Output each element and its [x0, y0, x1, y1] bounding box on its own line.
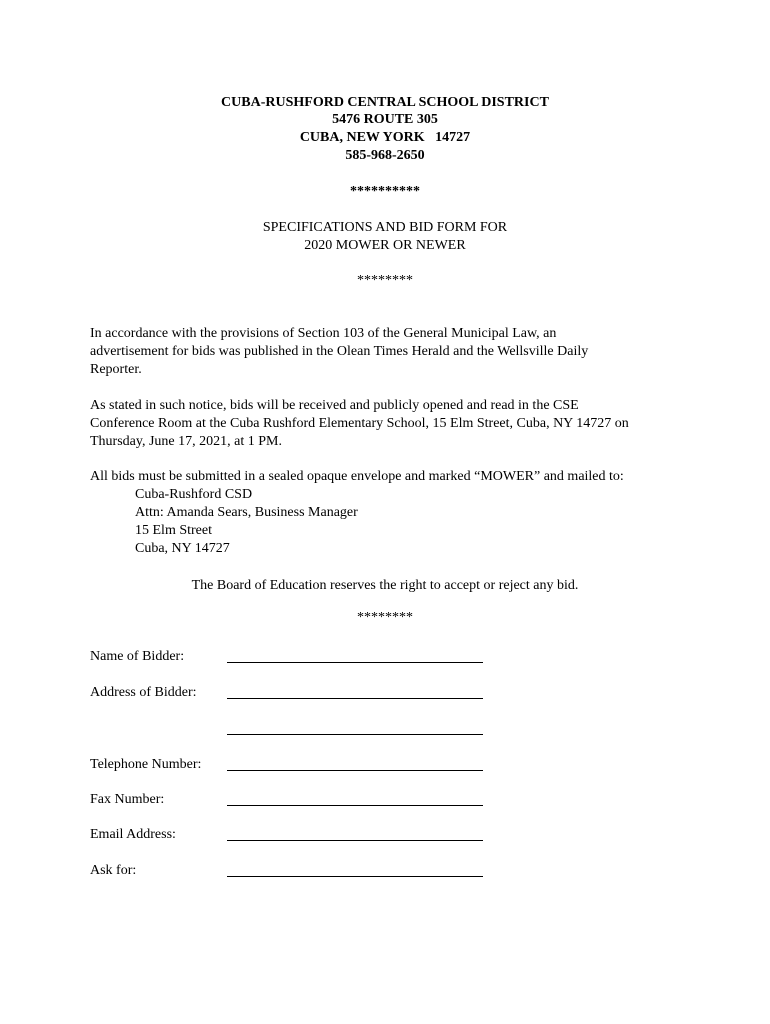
form-row-ask-for: [90, 862, 510, 880]
submission-instructions: [90, 468, 690, 558]
mailing-address-line: Cuba-Rushford CSD: [135, 487, 253, 502]
paragraph-bid-opening: [90, 397, 690, 451]
separator-stars-2: ********: [357, 273, 413, 288]
paragraph-general-municipal-law: [90, 325, 690, 379]
paragraph-line: Reporter.: [90, 362, 142, 377]
form-row-name: [90, 648, 510, 666]
separator-stars-1: **********: [350, 184, 420, 199]
form-row-telephone: [90, 756, 510, 774]
form-row-email: [90, 826, 510, 844]
form-row-address-continued: [90, 720, 510, 738]
paragraph-line: advertisement for bids was published in the Olean Times Herald and the Wellsville Daily: [90, 344, 589, 359]
paragraph-line: Conference Room at the Cuba Rushford Elementary School, 15 Elm Street, Cuba, NY 14727 on: [90, 416, 629, 431]
paragraph-line: Thursday, June 17, 2021, at 1 PM.: [90, 434, 282, 449]
district-street: 5476 ROUTE 305: [332, 112, 438, 127]
paragraph-line: As stated in such notice, bids will be received and publicly opened and read in the CSE: [90, 398, 579, 413]
ask-for-field[interactable]: [227, 876, 483, 877]
submission-intro: All bids must be submitted in a sealed opaque envelope and marked “MOWER” and mailed to:: [90, 469, 624, 484]
mailing-address-line: Attn: Amanda Sears, Business Manager: [135, 505, 358, 520]
email-address-field[interactable]: [227, 840, 483, 841]
document-title-line-1: SPECIFICATIONS AND BID FORM FOR: [262, 220, 508, 235]
address-of-bidder-field-line-1[interactable]: [227, 698, 483, 699]
form-row-address: [90, 684, 510, 702]
address-of-bidder-label: Address of Bidder:: [90, 685, 197, 700]
district-name: CUBA-RUSHFORD CENTRAL SCHOOL DISTRICT: [221, 95, 549, 110]
district-phone: 585-968-2650: [345, 148, 425, 163]
ask-for-label: Ask for:: [90, 863, 137, 878]
board-statement: The Board of Education reserves the right to accept or reject any bid.: [191, 578, 579, 593]
address-of-bidder-field-line-2[interactable]: [227, 734, 483, 735]
telephone-number-label: Telephone Number:: [90, 757, 202, 772]
name-of-bidder-field[interactable]: [227, 662, 483, 663]
mailing-address-line: Cuba, NY 14727: [135, 541, 230, 556]
district-city-state-zip: CUBA, NEW YORK 14727: [299, 130, 471, 145]
telephone-number-field[interactable]: [227, 770, 483, 771]
separator-stars-3: ********: [357, 610, 413, 625]
email-address-label: Email Address:: [90, 827, 176, 842]
fax-number-field[interactable]: [227, 805, 483, 806]
mailing-address-line: 15 Elm Street: [135, 523, 212, 538]
fax-number-label: Fax Number:: [90, 792, 165, 807]
form-row-fax: [90, 791, 510, 809]
document-title-line-2: 2020 MOWER OR NEWER: [304, 238, 466, 253]
paragraph-line: In accordance with the provisions of Section 103 of the General Municipal Law, an: [90, 326, 557, 341]
name-of-bidder-label: Name of Bidder:: [90, 649, 185, 664]
